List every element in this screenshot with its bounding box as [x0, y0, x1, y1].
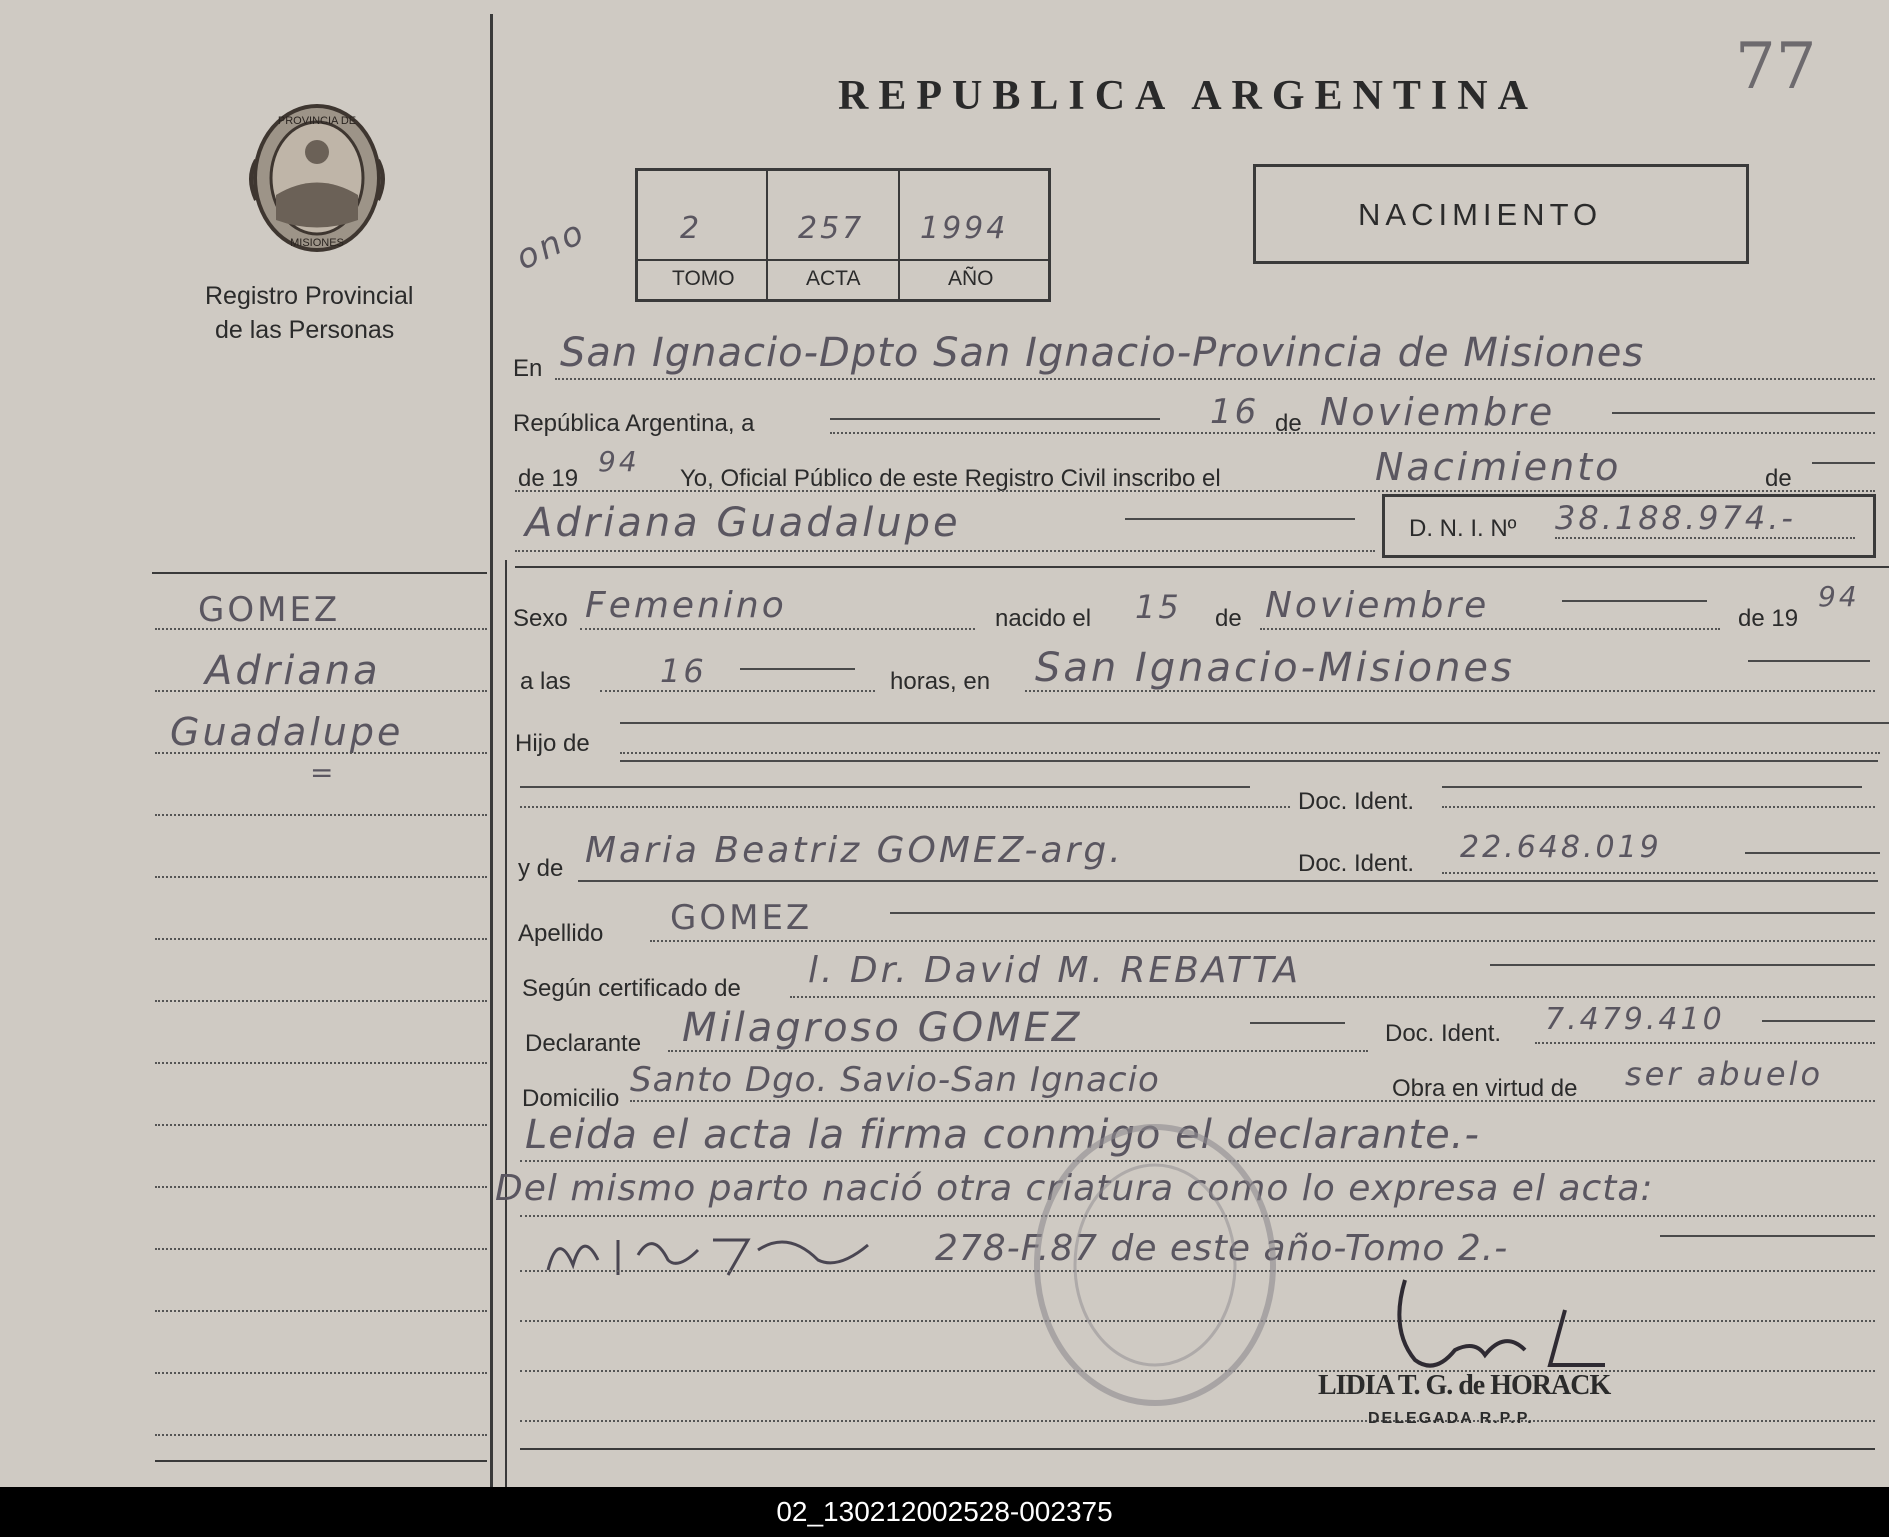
- declarante-label: Declarante: [525, 1030, 642, 1057]
- signature-name: LIDIA T. G. de HORACK: [1318, 1370, 1611, 1401]
- dni-box: [1382, 494, 1876, 558]
- sidebar-surname: GOMEZ: [198, 590, 341, 630]
- declarante-doc-label: Doc. Ident.: [1385, 1020, 1502, 1047]
- note-line-3: 278-F.87 de este año-Tomo 2.-: [935, 1228, 1509, 1269]
- child-name-value: Adriana Guadalupe: [525, 500, 961, 546]
- month-value: Noviembre: [1320, 390, 1556, 434]
- official-signature-icon: [1375, 1270, 1615, 1380]
- initials-signature-icon: [528, 1210, 878, 1290]
- office-name-line2: de las Personas: [215, 316, 395, 344]
- office-name-line1: Registro Provincial: [205, 282, 414, 310]
- document-type-label: NACIMIENTO: [1358, 197, 1603, 232]
- ano-value: 1994: [920, 211, 1009, 246]
- de-label-2: de: [1765, 465, 1792, 492]
- apellido-value: GOMEZ: [670, 898, 813, 938]
- mother-doc-value: 22.648.019: [1460, 830, 1662, 865]
- horas-label: horas, en: [890, 668, 991, 695]
- seal-top-text: PROVINCIA DE: [277, 115, 357, 127]
- column-divider: [490, 14, 493, 1487]
- apellido-label: Apellido: [518, 920, 604, 947]
- note-line-2: Del mismo parto nació otra criatura como lo expresa el acta:: [495, 1168, 1654, 1209]
- official-stamp-icon: [1030, 1120, 1280, 1410]
- birth-year-label: de 19: [1738, 605, 1799, 632]
- birth-year-value: 94: [1818, 580, 1860, 613]
- domicilio-label: Domicilio: [522, 1085, 620, 1112]
- sidebar-edge: [505, 560, 507, 1487]
- year-prefix-label: de 19: [518, 465, 579, 492]
- place-value: San Ignacio-Dpto San Ignacio-Provincia de Misiones: [560, 330, 1645, 376]
- provincial-seal-icon: [246, 100, 388, 260]
- margin-note: ono: [509, 211, 593, 279]
- sidebar-name1: Adriana: [205, 648, 381, 694]
- birth-de-label: de: [1215, 605, 1242, 632]
- acta-value: 257: [798, 211, 865, 246]
- birth-day-value: 15: [1135, 588, 1182, 626]
- registry-box: [635, 168, 1051, 302]
- document-id-footer: 02_130212002528-002375: [0, 1487, 1889, 1537]
- document-type-box: [1253, 164, 1749, 264]
- segun-label: Según certificado de: [522, 975, 741, 1002]
- statement-text: Yo, Oficial Público de este Registro Civil inscribo el: [680, 465, 1221, 492]
- declarante-doc-value: 7.479.410: [1545, 1002, 1725, 1037]
- obra-label: Obra en virtud de: [1392, 1075, 1578, 1102]
- tomo-label: TOMO: [672, 267, 735, 290]
- sexo-label: Sexo: [513, 605, 568, 632]
- sidebar-name2: Guadalupe: [170, 710, 404, 754]
- acta-label: ACTA: [806, 267, 861, 290]
- day-value: 16: [1210, 392, 1260, 432]
- country-title: REPUBLICA ARGENTINA: [838, 73, 1538, 119]
- sidebar-mark: =: [310, 756, 337, 789]
- dni-value: 38.188.974.-: [1555, 499, 1796, 537]
- dni-label: D. N. I. Nº: [1409, 515, 1517, 542]
- nacido-label: nacido el: [995, 605, 1092, 632]
- obra-value: ser abuelo: [1625, 1055, 1824, 1093]
- en-label: En: [513, 355, 543, 382]
- de-label-1: de: [1275, 410, 1302, 437]
- domicilio-value: Santo Dgo. Savio-San Ignacio: [630, 1060, 1160, 1100]
- tomo-value: 2: [680, 211, 703, 246]
- certificate-value: l. Dr. David M. REBATTA: [808, 950, 1302, 991]
- mother-value: Maria Beatriz GOMEZ-arg.: [585, 830, 1124, 871]
- alas-label: a las: [520, 668, 571, 695]
- birth-month-value: Noviembre: [1265, 585, 1490, 626]
- year-suffix-value: 94: [598, 445, 640, 478]
- seal-bottom-text: MISIONES: [290, 237, 344, 249]
- mother-doc-label: Doc. Ident.: [1298, 850, 1415, 877]
- father-doc-label: Doc. Ident.: [1298, 788, 1415, 815]
- sexo-value: Femenino: [585, 585, 787, 626]
- yde-label: y de: [518, 855, 564, 882]
- page-number: 77: [1735, 30, 1817, 104]
- declarante-value: Milagroso GOMEZ: [682, 1005, 1083, 1051]
- hijo-label: Hijo de: [515, 730, 590, 757]
- republica-label: República Argentina, a: [513, 410, 755, 437]
- hour-value: 16: [660, 652, 707, 690]
- act-type-value: Nacimiento: [1375, 445, 1622, 489]
- note-line-1: Leida el acta la firma conmigo el declarante.-: [525, 1112, 1480, 1158]
- birth-place-value: San Ignacio-Misiones: [1035, 645, 1515, 691]
- ano-label: AÑO: [948, 267, 994, 290]
- signature-title: DELEGADA R.P.P.: [1368, 1410, 1534, 1427]
